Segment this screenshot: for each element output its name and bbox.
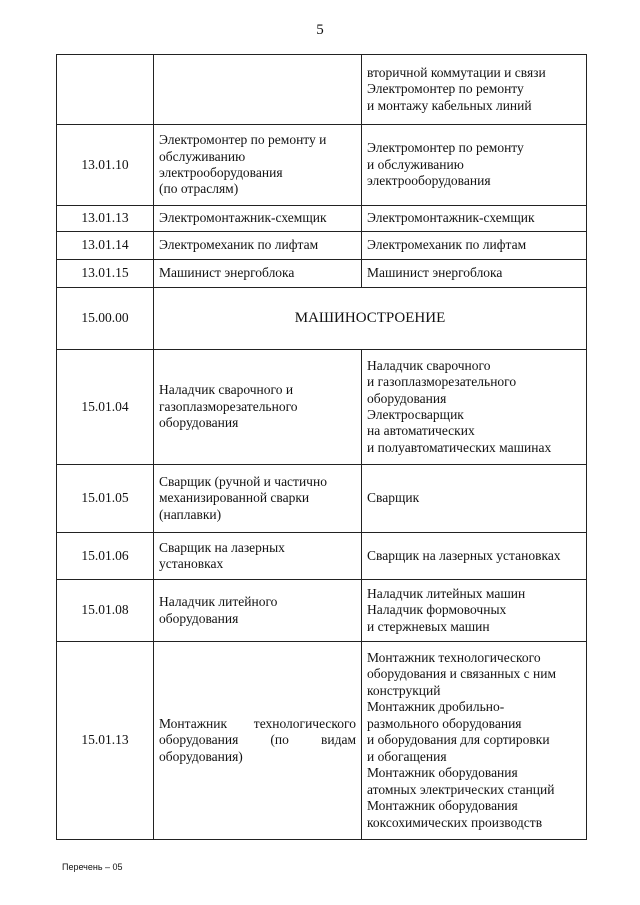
title-line: Машинист энергоблока: [159, 265, 295, 281]
title-word: технологического: [253, 715, 356, 731]
items-cell: [362, 260, 587, 288]
title-line: [159, 716, 356, 732]
table-row: [57, 350, 587, 465]
title-line: Наладчик сварочного и: [159, 382, 294, 398]
title-line: Электромонтер по ремонту и: [159, 132, 327, 148]
item-line: и монтажу кабельных линий: [367, 97, 532, 113]
code-cell: 15.01.05: [57, 465, 154, 533]
item-line: оборудования: [367, 390, 447, 406]
items-cell: [362, 642, 587, 840]
title-line: [159, 732, 356, 748]
item-line: и обогащения: [367, 748, 447, 764]
items-cell: [362, 465, 587, 533]
items-cell: [362, 206, 587, 232]
item-line: и газоплазморезательного: [367, 374, 517, 390]
table-row: [57, 465, 587, 533]
item-line: Наладчик литейных машин: [367, 585, 526, 601]
items-cell: [362, 580, 587, 642]
title-line: установках: [159, 556, 224, 571]
title-line: оборудования: [159, 610, 239, 626]
code-cell: 13.01.15: [57, 260, 154, 288]
title-line: обслуживанию: [159, 148, 246, 164]
item-line: атомных электрических станций: [367, 781, 555, 797]
code-cell: 13.01.13: [57, 206, 154, 232]
title-line: Сварщик на лазерных: [159, 539, 285, 555]
code-cell: 13.01.10: [57, 125, 154, 206]
item-line: Электромонтажник-схемщик: [367, 210, 535, 226]
items-cell: [362, 350, 587, 465]
item-line: на автоматических: [367, 423, 475, 439]
item-line: Машинист энергоблока: [367, 265, 503, 281]
title-cell: [154, 465, 362, 533]
table-row: [57, 580, 587, 642]
table-row: [57, 260, 587, 288]
item-line: и стержневых машин: [367, 618, 490, 634]
title-line: механизированной сварки: [159, 490, 310, 506]
item-line: и полуавтоматических машинах: [367, 439, 552, 455]
table-row: [57, 206, 587, 232]
items-cell: [362, 232, 587, 260]
page-number: 5: [316, 22, 324, 38]
title-line: оборудования): [159, 748, 243, 764]
title-line: Электромеханик по лифтам: [159, 237, 319, 253]
item-line: Сварщик на лазерных установках: [367, 547, 561, 563]
title-line: оборудования: [159, 415, 239, 431]
title-cell: [154, 232, 362, 260]
table-row: [57, 125, 587, 206]
title-cell: [154, 260, 362, 288]
item-line: и оборудования для сортировки: [367, 732, 550, 748]
item-line: Электромонтер по ремонту: [367, 81, 524, 97]
section-title: МАШИНОСТРОЕНИЕ: [154, 288, 587, 350]
professions-table: [56, 54, 587, 840]
items-cell: [362, 55, 587, 125]
items-cell: [362, 125, 587, 206]
title-line: электрооборудования: [159, 165, 283, 180]
item-line: и обслуживанию: [367, 156, 464, 172]
items-cell: [362, 533, 587, 580]
item-line: Наладчик сварочного: [367, 357, 491, 373]
item-line: электрооборудования: [367, 173, 491, 189]
title-line: Наладчик литейного: [159, 594, 278, 610]
title-line: Сварщик (ручной и частично: [159, 473, 327, 489]
item-line: Монтажник дробильно-: [367, 699, 505, 715]
title-cell: [154, 206, 362, 232]
item-line: Сварщик: [367, 490, 420, 506]
code-cell: 13.01.14: [57, 232, 154, 260]
title-cell: [154, 580, 362, 642]
code-cell: 15.01.04: [57, 350, 154, 465]
title-cell: [154, 125, 362, 206]
title-word: видам: [320, 732, 356, 748]
title-word: (по: [270, 732, 289, 748]
item-line: Электромонтер по ремонту: [367, 140, 524, 156]
title-cell: [154, 350, 362, 465]
item-line: размольного оборудования: [367, 715, 522, 731]
item-line: коксохимических производств: [367, 814, 543, 830]
item-line: оборудования и связанных с ним: [367, 666, 557, 682]
title-cell: [154, 55, 362, 125]
code-cell: 15.01.08: [57, 580, 154, 642]
footer-label: Перечень – 05: [62, 862, 123, 872]
title-line: газоплазморезательного: [159, 398, 298, 414]
item-line: конструкций: [367, 682, 441, 698]
item-line: вторичной коммутации и связи: [367, 64, 546, 80]
table-row: [57, 642, 587, 840]
section-row: [57, 288, 587, 350]
table-row: [57, 55, 587, 125]
title-line: (наплавки): [159, 506, 222, 522]
title-word: оборудования: [159, 732, 239, 748]
title-word: Монтажник: [159, 715, 228, 731]
item-line: Наладчик формовочных: [367, 602, 507, 618]
title-cell: [154, 533, 362, 580]
code-cell: [57, 55, 154, 125]
code-cell: 15.01.06: [57, 533, 154, 580]
title-line: Электромонтажник-схемщик: [159, 210, 327, 226]
item-line: Электросварщик: [367, 407, 464, 422]
title-cell: [154, 642, 362, 840]
code-cell: 15.01.13: [57, 642, 154, 840]
item-line: Электромеханик по лифтам: [367, 237, 527, 253]
item-line: Монтажник технологического: [367, 649, 541, 665]
table-row: [57, 533, 587, 580]
item-line: Монтажник оборудования: [367, 798, 518, 814]
table-row: [57, 232, 587, 260]
code-cell: 15.00.00: [57, 288, 154, 350]
title-line: (по отраслям): [159, 181, 239, 197]
item-line: Монтажник оборудования: [367, 765, 518, 781]
